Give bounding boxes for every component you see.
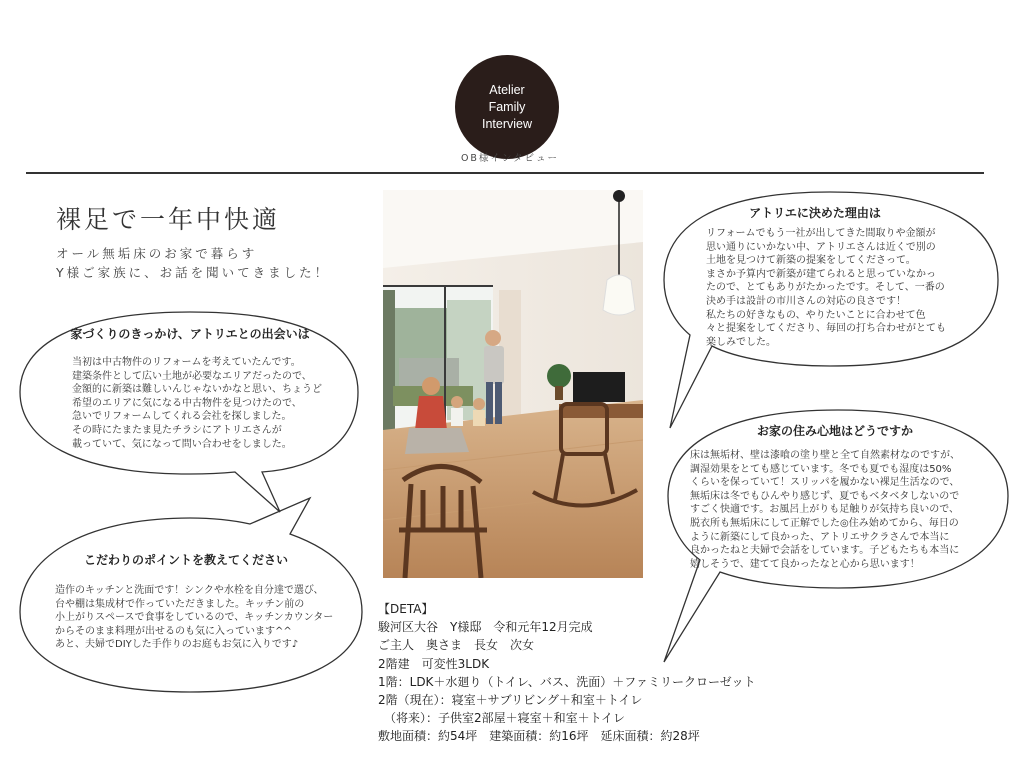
q1-line: その時にたまたま見たチラシにアトリエさんが [72, 424, 282, 436]
q4-line: すごく快適です。お風呂上がりも足触りが気持ち良いので、 [690, 504, 959, 516]
q1-line: 当初は中古物件のリフォームを考えていたんです。 [72, 357, 301, 368]
q4-line: 脱衣所も無垢床にして正解でした◎住み始めてから、毎日の [690, 517, 959, 529]
q4-line: 無垢床は冬でもひんやり感じず、夏でもベタベタしないので [690, 490, 960, 502]
badge-line-2: Family [488, 99, 526, 114]
q1-line: 金額的に新築は難しいんじゃないかなと思い、ちょうど [72, 384, 322, 396]
details-line: 1階：LDK＋水廻り（トイレ、バス、洗面）＋ファミリークローゼット [378, 674, 756, 689]
q3-line: まさか予算内で新築が建てられると思っていなかっ [706, 268, 936, 280]
page-title: 裸足で一年中快適 [56, 205, 281, 234]
q2-heading: こだわりのポイントを教えてください [83, 553, 288, 567]
badge-line-3: Interview [481, 116, 533, 131]
q3-line: リフォームでもう一社が出してきた間取りや金額が [706, 228, 936, 239]
family-living-room-photo [383, 190, 643, 578]
q3-line: たので、とてもありがたかったです。そして、一番の [706, 282, 945, 294]
details-line: 2階建 可変性3LDK [378, 656, 490, 671]
badge-line-1: Atelier [489, 82, 525, 97]
q1-heading: 家づくりのきっかけ、アトリエとの出会いは [70, 327, 310, 341]
q2-line: 小上がりスペースで食事をしているので、キッチンカウンター [55, 612, 334, 624]
q4-line: ように新築にして良かった、アトリエサクラさんで本当に [690, 531, 950, 543]
q4-line: 調湿効果をとても感じています。冬でも夏でも湿度は50% [690, 463, 952, 475]
q3-line: 私たちの好きなもの、やりたいことに合わせて色 [706, 309, 926, 321]
q4-line: 床は無垢材、壁は漆喰の塗り壁と全て自然素材なのですが、 [690, 450, 960, 461]
q3-heading: アトリエに決めた理由は [749, 206, 881, 220]
q3-answer [706, 227, 946, 349]
q1-line: 希望のエリアに気になる中古物件を見つけたので、 [72, 397, 302, 409]
q2-line: 台や棚は集成材で作っていただきました。キッチン前の [55, 598, 305, 610]
q1-line: 載っていて、気になって問い合わせをしました。 [72, 438, 292, 450]
details-line: 2階（現在）：寝室＋サブリビング＋和室＋トイレ [378, 693, 643, 708]
q1-answer [72, 356, 322, 451]
q2-line: あと、夫婦でDIYした手作りのお庭もお気に入りです♪ [55, 639, 299, 651]
details-line: 駿河区大谷 Y様邸 令和元年12月完成 [378, 620, 593, 635]
badge-caption: OB様インタビュー [460, 153, 560, 164]
details-line: ご主人 奥さま 長女 次女 [378, 638, 535, 653]
q2-line: からそのまま料理が出せるのも気に入っています^^ [55, 625, 292, 637]
q4-heading: お家の住み心地はどうですか [756, 424, 913, 438]
q3-line: 土地を見つけて新築の提案をしてくださって。 [706, 255, 916, 267]
q3-line: 決め手は設計の市川さんの対応の良さです！ [706, 295, 906, 307]
house-details [378, 600, 756, 746]
q4-line: 嬉しそうで、建てて良かったなと心から思います！ [690, 558, 920, 570]
q1-line: 建築条件として広い土地が必要なエリアだったので、 [72, 370, 312, 382]
q1-line: 急いでリフォームしてくれる会社を探しました。 [72, 411, 292, 423]
q4-line: 良かったねと夫婦で会話をしています。子どもたちも本当に [690, 545, 960, 557]
q2-line: 造作のキッチンと洗面です！シンクや水栓を自分達で選び、 [55, 585, 324, 596]
details-line: 敷地面積：約54坪 建築面積：約16坪 延床面積：約28坪 [378, 729, 700, 744]
subtitle-line-2: Y様ご家族に、お話を聞いてきました！ [56, 265, 331, 280]
subtitle-line-1: オール無垢床のお家で暮らす [56, 246, 258, 261]
q2-answer [55, 584, 333, 652]
q3-line: 々と提案をしてくださり、毎回の打ち合わせがとても [706, 323, 946, 335]
q3-line: 思い通りにいかない中、アトリエさんは近くで別の [706, 241, 936, 253]
q4-line: くらいを保っていて！スリッパを履かない裸足生活なので、 [690, 477, 960, 489]
details-line: （将来）：子供室2部屋＋寝室＋和室＋トイレ [378, 711, 626, 726]
q3-line: 楽しみでした。 [706, 336, 776, 348]
q4-answer [690, 449, 960, 571]
details-heading: 【DETA】 [378, 602, 434, 616]
